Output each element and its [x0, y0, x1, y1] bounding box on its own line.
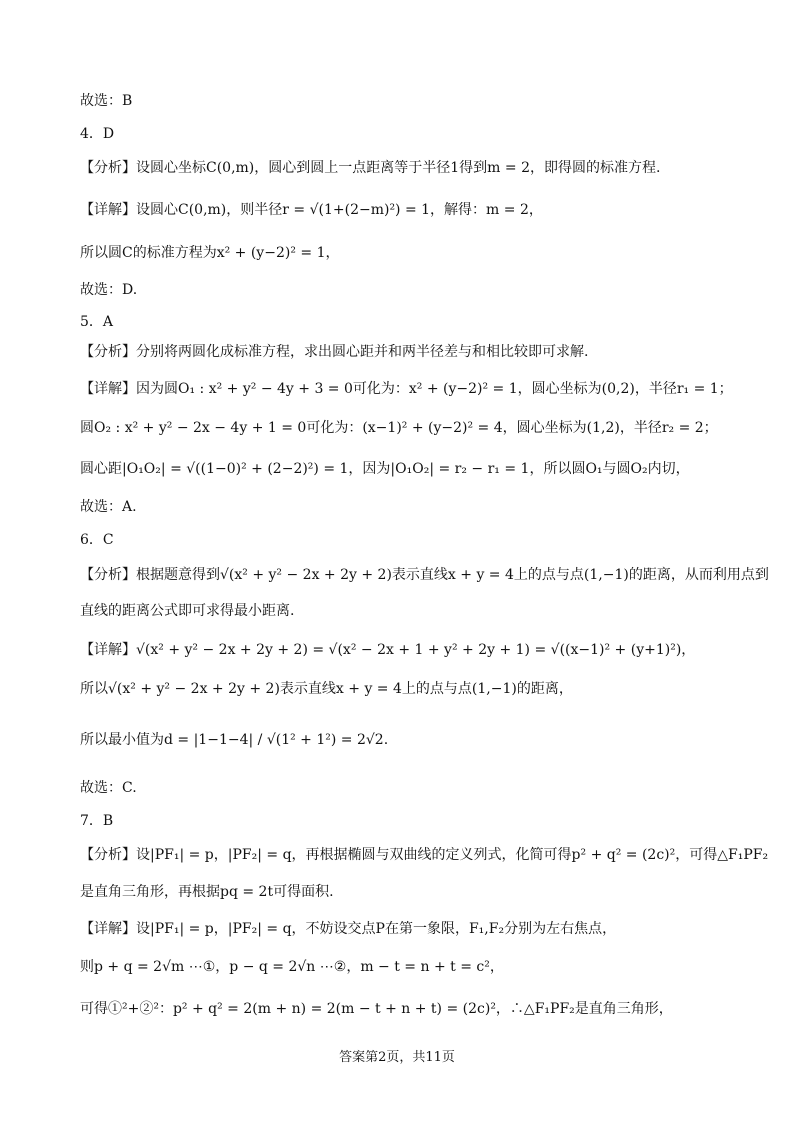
text-line: 7．B — [80, 813, 114, 829]
text-line: 故选：C. — [80, 780, 137, 796]
text-line: 故选：D. — [80, 282, 138, 298]
text-line: 所以圆C的标准方程为x² + (y−2)² = 1， — [80, 245, 340, 261]
text-line: 则p + q = 2√m ⋯①，p − q = 2√n ⋯②，m − t = n + t = c²， — [80, 959, 504, 975]
text-line: 【分析】根据题意得到√(x² + y² − 2x + 2y + 2)表示直线x + y = 4上的点与点(1,−1)的距离，从而利用点到 — [80, 567, 769, 583]
text-line: 【详解】设圆心C(0,m)，则半径r = √(1+(2−m)²) = 1，解得：m = 2， — [80, 202, 543, 218]
text-line: 6．C — [80, 532, 114, 548]
text-line: 是直角三角形，再根据pq = 2t可得面积. — [80, 884, 334, 900]
text-line: 【详解】设|PF₁| = p，|PF₂| = q，不妨设交点P在第一象限，F₁,F₂分别为左右焦点， — [80, 921, 617, 937]
text-line: 4．D — [80, 126, 115, 142]
text-line: 故选：A. — [80, 499, 137, 515]
text-line: 所以最小值为d = |1−1−4| / √(1² + 1²) = 2√2. — [80, 732, 389, 748]
text-line: 所以√(x² + y² − 2x + 2y + 2)表示直线x + y = 4上的点与点(1,−1)的距离， — [80, 681, 573, 697]
page-footer: 答案第2页，共11页 — [339, 1050, 455, 1065]
text-line: 【分析】分别将两圆化成标准方程，求出圆心距并和两半径差与和相比较即可求解. — [80, 344, 589, 360]
text-line: 【详解】√(x² + y² − 2x + 2y + 2) = √(x² − 2x + 1 + y² + 2y + 1) = √((x−1)² + (y+1)²)， — [80, 642, 696, 658]
text-line: 故选：B — [80, 93, 133, 109]
text-line: 【分析】设圆心坐标C(0,m)，圆心到圆上一点距离等于半径1得到m = 2，即得圆的标准方程. — [80, 160, 661, 176]
text-line: 直线的距离公式即可求得最小距离. — [80, 603, 295, 619]
text-line: 圆心距|O₁O₂| = √((1−0)² + (2−2)²) = 1，因为|O₁O₂| = r₂ − r₁ = 1，所以圆O₁与圆O₂内切， — [80, 461, 690, 477]
text-line: 【分析】设|PF₁| = p，|PF₂| = q，再根据椭圆与双曲线的定义列式，化简可得p² + q² = (2c)²，可得△F₁PF₂ — [80, 847, 769, 863]
text-line: 5．A — [80, 314, 114, 330]
text-line: 可得①²+②²：p² + q² = 2(m + n) = 2(m − t + n + t) = (2c)²，∴△F₁PF₂是直角三角形， — [80, 1001, 673, 1017]
text-line: 圆O₂ : x² + y² − 2x − 4y + 1 = 0可化为：(x−1)² + (y−2)² = 4，圆心坐标为(1,2)，半径r₂ = 2； — [80, 420, 718, 436]
text-line: 【详解】因为圆O₁ : x² + y² − 4y + 3 = 0可化为：x² + (y−2)² = 1，圆心坐标为(0,2)，半径r₁ = 1； — [80, 381, 733, 397]
